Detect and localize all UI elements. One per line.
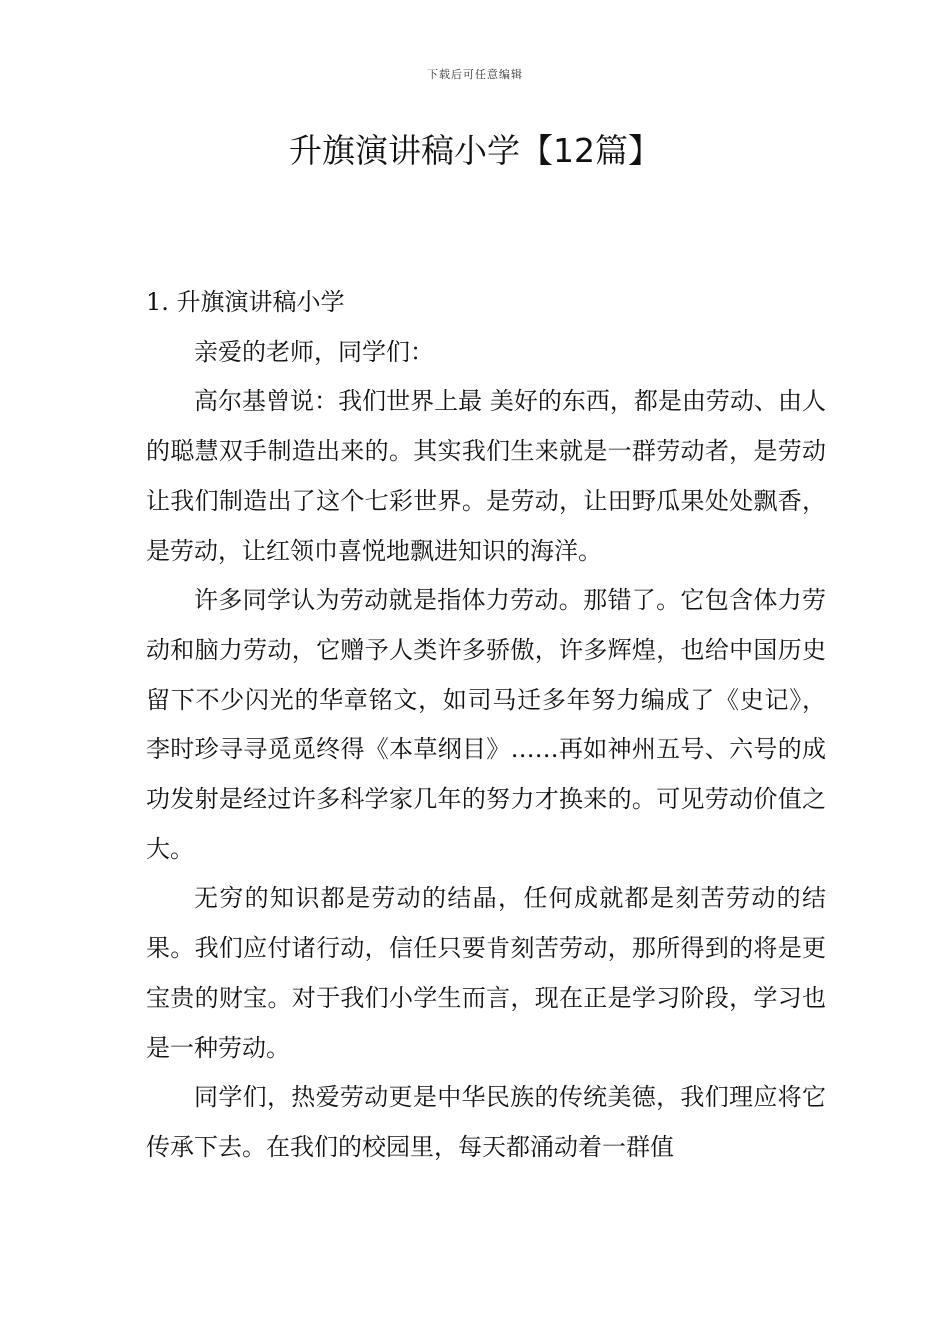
paragraph-1: 高尔基曾说：我们世界上最 美好的东西，都是由劳动、由人的聪慧双手制造出来的。其实我们生来就是一群劳动者，是劳动让我们制造出了这个七彩世界。是劳动，让田野瓜果处处飘香，是劳动，让红领巾喜悦地飘进知识的海洋。 bbox=[146, 387, 826, 565]
paragraph-3: 无穷的知识都是劳动的结晶，任何成就都是刻苦劳动的结果。我们应付诸行动，信任只要肯刻苦劳动，那所得到的将是更宝贵的财宝。对于我们小学生而言，现在正是学习阶段，学习也是一种劳动。 bbox=[146, 884, 826, 1062]
header-note: 下载后可任意编辑 bbox=[427, 68, 523, 81]
paragraph-2: 许多同学认为劳动就是指体力劳动。那错了。它包含体力劳动和脑力劳动，它赠予人类许多骄傲，许多辉煌，也给中国历史留下不少闪光的华章铭文，如司马迁多年努力编成了《史记》，李时珍寻寻觅觅终得《本草纲目》……再如神州五号、六号的成功发射是经过许多科学家几年的努力才换来的。可见劳动价值之大。 bbox=[146, 586, 826, 863]
paragraph-4: 同学们，热爱劳动更是中华民族的传统美德，我们理应将它传承下去。在我们的校园里，每天都涌动着一群值 bbox=[146, 1083, 826, 1161]
document-body bbox=[146, 278, 826, 1173]
section-heading: 1. 升旗演讲稿小学 bbox=[146, 288, 345, 316]
document-title: 升旗演讲稿小学【12篇】 bbox=[289, 131, 661, 170]
paragraph-greeting: 亲爱的老师，同学们： bbox=[194, 337, 434, 366]
